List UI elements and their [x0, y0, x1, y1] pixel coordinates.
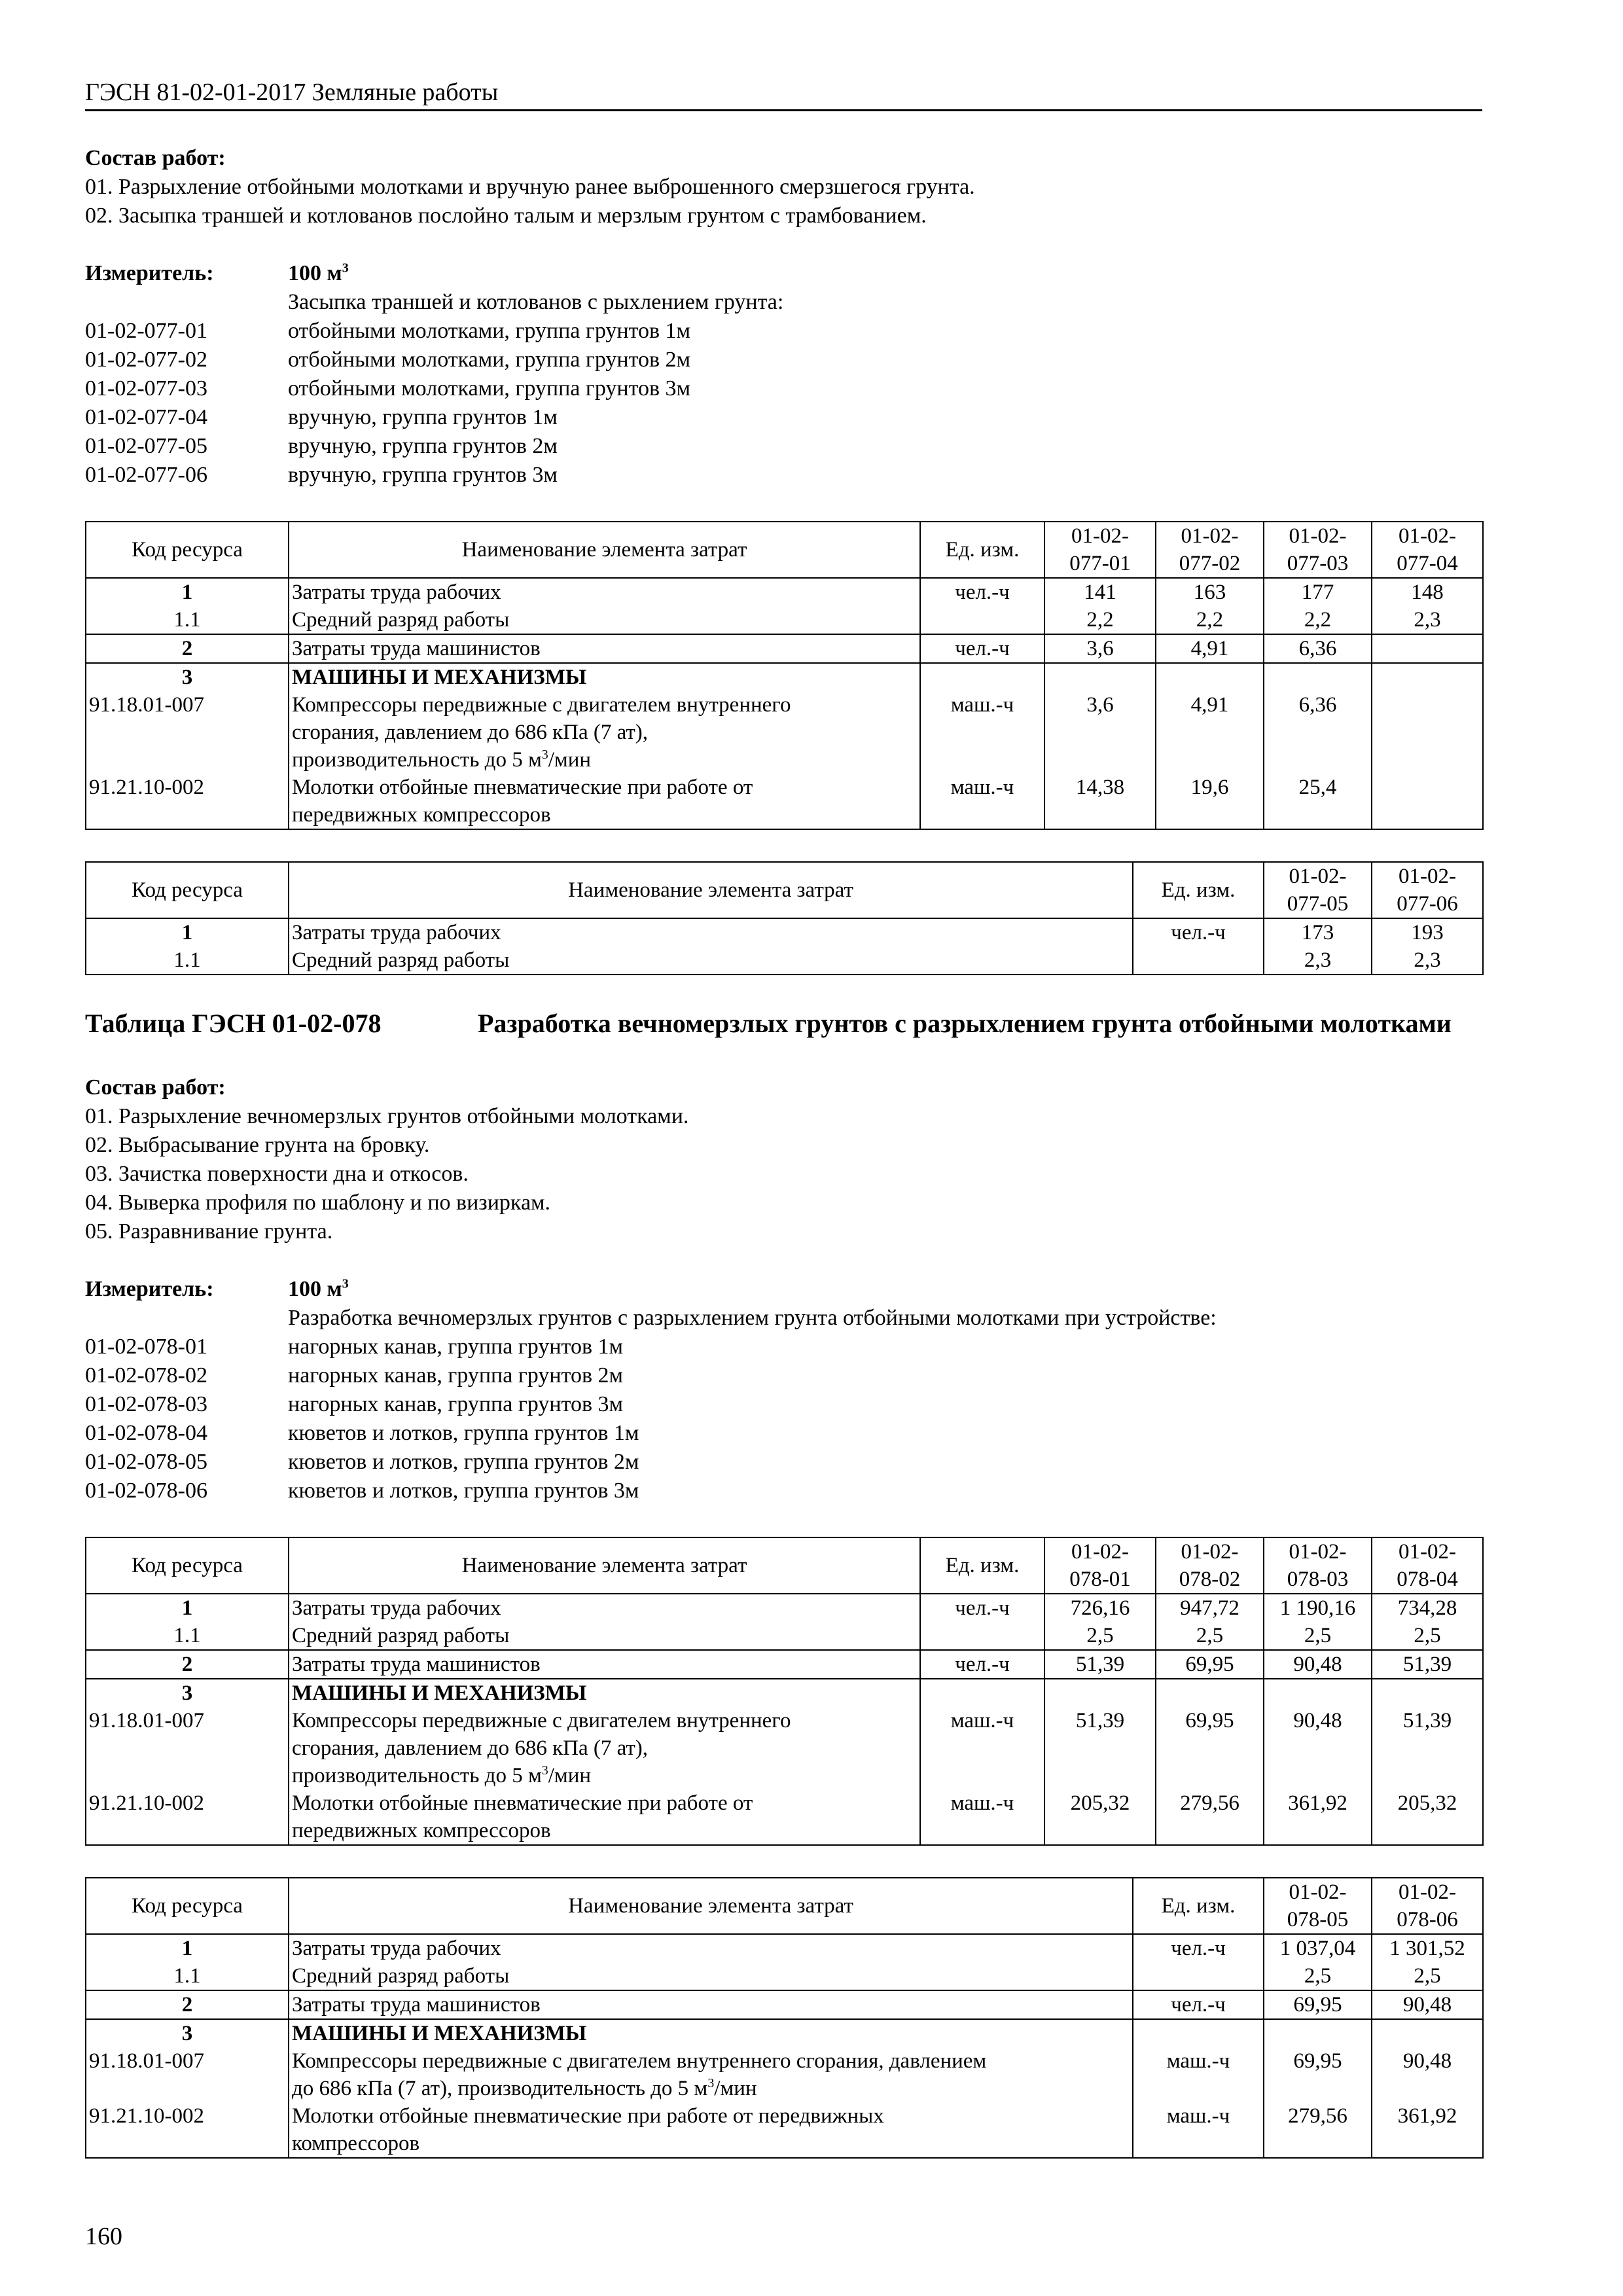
work-item: 04. Выверка профиля по шаблону и по визиркам.: [85, 1191, 551, 1215]
codes-intro: Разработка вечномерзлых грунтов с разрыхлением грунта отбойными молотками при устройстве:: [288, 1306, 1217, 1330]
table-row: 91.21.10-002 Молотки отбойные пневматические при работе от передвижных компрессоров маш.-ч 14,38 19,6 25,4: [86, 774, 1483, 829]
measure-label: Измеритель:: [85, 1277, 214, 1301]
table-row: 1 Затраты труда рабочих чел.-ч 141 163 177 148: [86, 578, 1483, 606]
table-row: 91.21.10-002 Молотки отбойные пневматические при работе от передвижных компрессоров маш.-ч 205,32 279,56 361,92 205,32: [86, 1789, 1483, 1845]
work-item: 05. Разравнивание грунта.: [85, 1219, 333, 1244]
work-item: 01. Разрыхление вечномерзлых грунтов отбойными молотками.: [85, 1104, 689, 1128]
norm-description: отбойными молотками, группа грунтов 1м: [288, 319, 691, 343]
codes-intro-row: [85, 288, 1482, 317]
table-title: [85, 1007, 1482, 1041]
header-resource-code: Код ресурса: [86, 862, 289, 918]
table-heading: Разработка вечномерзлых грунтов с разрыхлением грунта отбойными молотками: [478, 1009, 1452, 1038]
norm-code: 01-02-077-01: [85, 319, 207, 343]
norm-description: нагорных канав, группа грунтов 1м: [288, 1335, 624, 1359]
works-composition-label: Состав работ:: [85, 146, 226, 170]
norm-description: кюветов и лотков, группа грунтов 2м: [288, 1450, 639, 1474]
table-row: 91.18.01-007 Компрессоры передвижные с двигателем внутреннего сгорания, давлением до 686 кПа (7 ат), производительность до 5 $м^3$/мин маш.-ч 69,95 90,48: [86, 2047, 1483, 2102]
norm-code: 01-02-078-06: [85, 1479, 207, 1503]
table-row: 91.18.01-007 Компрессоры передвижные с двигателем внутреннего сгорания, давлением до 686 кПа (7 ат), производительность до 5 $м^3$/мин маш.-ч 3,6 4,91 6,36: [86, 691, 1483, 774]
code-row: [85, 461, 1482, 490]
header-cost-element: Наименование элемента затрат: [289, 1537, 920, 1594]
header-resource-code: Код ресурса: [86, 1878, 289, 1934]
norm-code: 01-02-078-01: [85, 1335, 207, 1359]
code-row: [85, 432, 1482, 461]
norm-code: 01-02-077-03: [85, 376, 207, 401]
table-row: 91.21.10-002 Молотки отбойные пневматические при работе от передвижных компрессоров маш.-ч 279,56 361,92: [86, 2102, 1483, 2158]
code-row: [85, 1419, 1482, 1448]
table-row: 3 МАШИНЫ И МЕХАНИЗМЫ: [86, 1679, 1483, 1707]
work-item: 02. Засыпка траншей и котлованов послойно талым и мерзлым грунтом с трамбованием.: [85, 204, 927, 228]
resource-table-077-b: [85, 861, 1484, 975]
header-resource-code: Код ресурса: [86, 522, 289, 578]
code-row: [85, 374, 1482, 403]
header-unit: Ед. изм.: [920, 522, 1044, 578]
table-row: 1.1 Средний разряд работы 2,3 2,3: [86, 946, 1483, 975]
norm-code: 01-02-077-06: [85, 463, 207, 487]
code-row: [85, 403, 1482, 432]
norm-code: 01-02-078-05: [85, 1450, 207, 1474]
norm-description: кюветов и лотков, группа грунтов 1м: [288, 1421, 639, 1445]
norm-code: 01-02-077-04: [85, 405, 207, 429]
norm-description: кюветов и лотков, группа грунтов 3м: [288, 1479, 639, 1503]
header-resource-code: Код ресурса: [86, 1537, 289, 1594]
norm-code: 01-02-078-02: [85, 1363, 207, 1388]
measure-label: Измеритель:: [85, 261, 214, 285]
norm-code: 01-02-077-02: [85, 348, 207, 372]
code-row: [85, 1361, 1482, 1390]
header-norm-column: 01-02- 077-04: [1372, 522, 1483, 578]
code-row: [85, 1333, 1482, 1361]
table-row: 1.1 Средний разряд работы 2,5 2,5 2,5 2,5: [86, 1622, 1483, 1650]
header-cost-element: Наименование элемента затрат: [289, 862, 1133, 918]
measure-row: [85, 259, 1482, 288]
norm-description: вручную, группа грунтов 1м: [288, 405, 558, 429]
work-item: 01. Разрыхление отбойными молотками и вручную ранее выброшенного смерзшегося грунта.: [85, 175, 975, 199]
work-item: 02. Выбрасывание грунта на бровку.: [85, 1133, 430, 1157]
header-unit: Ед. изм.: [1133, 1878, 1264, 1934]
table-row: 2 Затраты труда машинистов чел.-ч 69,95 90,48: [86, 1990, 1483, 2019]
header-norm-column: 01-02- 077-02: [1156, 522, 1264, 578]
running-header: ГЭСН 81-02-01-2017 Земляные работы: [85, 75, 1482, 111]
norm-description: вручную, группа грунтов 3м: [288, 463, 558, 487]
table-row: 1.1 Средний разряд работы 2,5 2,5: [86, 1962, 1483, 1990]
codes-intro-row: [85, 1304, 1482, 1333]
table-row: 1 Затраты труда рабочих чел.-ч 1 037,04 1 301,52: [86, 1934, 1483, 1962]
table-number: Таблица ГЭСН 01-02-078: [85, 1009, 382, 1038]
header-unit: Ед. изм.: [1133, 862, 1264, 918]
header-cost-element: Наименование элемента затрат: [289, 522, 920, 578]
table-row: 3 МАШИНЫ И МЕХАНИЗМЫ: [86, 2019, 1483, 2047]
code-row: [85, 346, 1482, 374]
resource-table-077-a: [85, 521, 1484, 830]
code-row: [85, 1448, 1482, 1477]
works-composition-label: Состав работ:: [85, 1075, 226, 1100]
table-row: 1.1 Средний разряд работы 2,2 2,2 2,2 2,3: [86, 606, 1483, 634]
page: [85, 75, 1482, 2159]
measure-value: 100 $м^3$: [288, 260, 349, 285]
norm-description: нагорных канав, группа грунтов 2м: [288, 1363, 624, 1388]
resource-table-078-b: [85, 1877, 1484, 2159]
norm-description: отбойными молотками, группа грунтов 2м: [288, 348, 691, 372]
header-norm-column: 01-02- 077-03: [1264, 522, 1372, 578]
header-norm-column: 01-02- 078-02: [1156, 1537, 1264, 1594]
norm-description: нагорных канав, группа грунтов 3м: [288, 1392, 624, 1416]
measure-row: [85, 1275, 1482, 1304]
norm-code: 01-02-078-03: [85, 1392, 207, 1416]
page-number: 160: [85, 2223, 122, 2250]
table-row: 2 Затраты труда машинистов чел.-ч 3,6 4,91 6,36: [86, 634, 1483, 663]
resource-table-078-a: [85, 1537, 1484, 1846]
norm-code: 01-02-078-04: [85, 1421, 207, 1445]
table-row: 2 Затраты труда машинистов чел.-ч 51,39 69,95 90,48 51,39: [86, 1650, 1483, 1679]
header-norm-column: 01-02- 078-03: [1264, 1537, 1372, 1594]
work-item: 03. Зачистка поверхности дна и откосов.: [85, 1162, 469, 1186]
code-row: [85, 1477, 1482, 1505]
norm-code: 01-02-077-05: [85, 434, 207, 458]
header-norm-column: 01-02- 077-01: [1044, 522, 1156, 578]
header-norm-column: 01-02- 077-06: [1372, 862, 1483, 918]
table-row: 91.18.01-007 Компрессоры передвижные с двигателем внутреннего сгорания, давлением до 686 кПа (7 ат), производительность до 5 $м^3$/мин маш.-ч 51,39 69,95 90,48 51,39: [86, 1707, 1483, 1789]
table-row: 1 Затраты труда рабочих чел.-ч 726,16 947,72 1 190,16 734,28: [86, 1594, 1483, 1622]
norm-description: отбойными молотками, группа грунтов 3м: [288, 376, 691, 401]
header-cost-element: Наименование элемента затрат: [289, 1878, 1133, 1934]
header-norm-column: 01-02- 078-04: [1372, 1537, 1483, 1594]
header-unit: Ед. изм.: [920, 1537, 1044, 1594]
codes-intro: Засыпка траншей и котлованов с рыхлением грунта:: [288, 290, 784, 314]
table-row: 1 Затраты труда рабочих чел.-ч 173 193: [86, 918, 1483, 946]
header-norm-column: 01-02- 078-06: [1372, 1878, 1483, 1934]
table-row: 3 МАШИНЫ И МЕХАНИЗМЫ: [86, 663, 1483, 691]
norm-description: вручную, группа грунтов 2м: [288, 434, 558, 458]
header-norm-column: 01-02- 078-05: [1264, 1878, 1372, 1934]
header-norm-column: 01-02- 078-01: [1044, 1537, 1156, 1594]
header-norm-column: 01-02- 077-05: [1264, 862, 1372, 918]
code-row: [85, 1390, 1482, 1419]
measure-value: 100 $м^3$: [288, 1276, 349, 1301]
code-row: [85, 317, 1482, 346]
